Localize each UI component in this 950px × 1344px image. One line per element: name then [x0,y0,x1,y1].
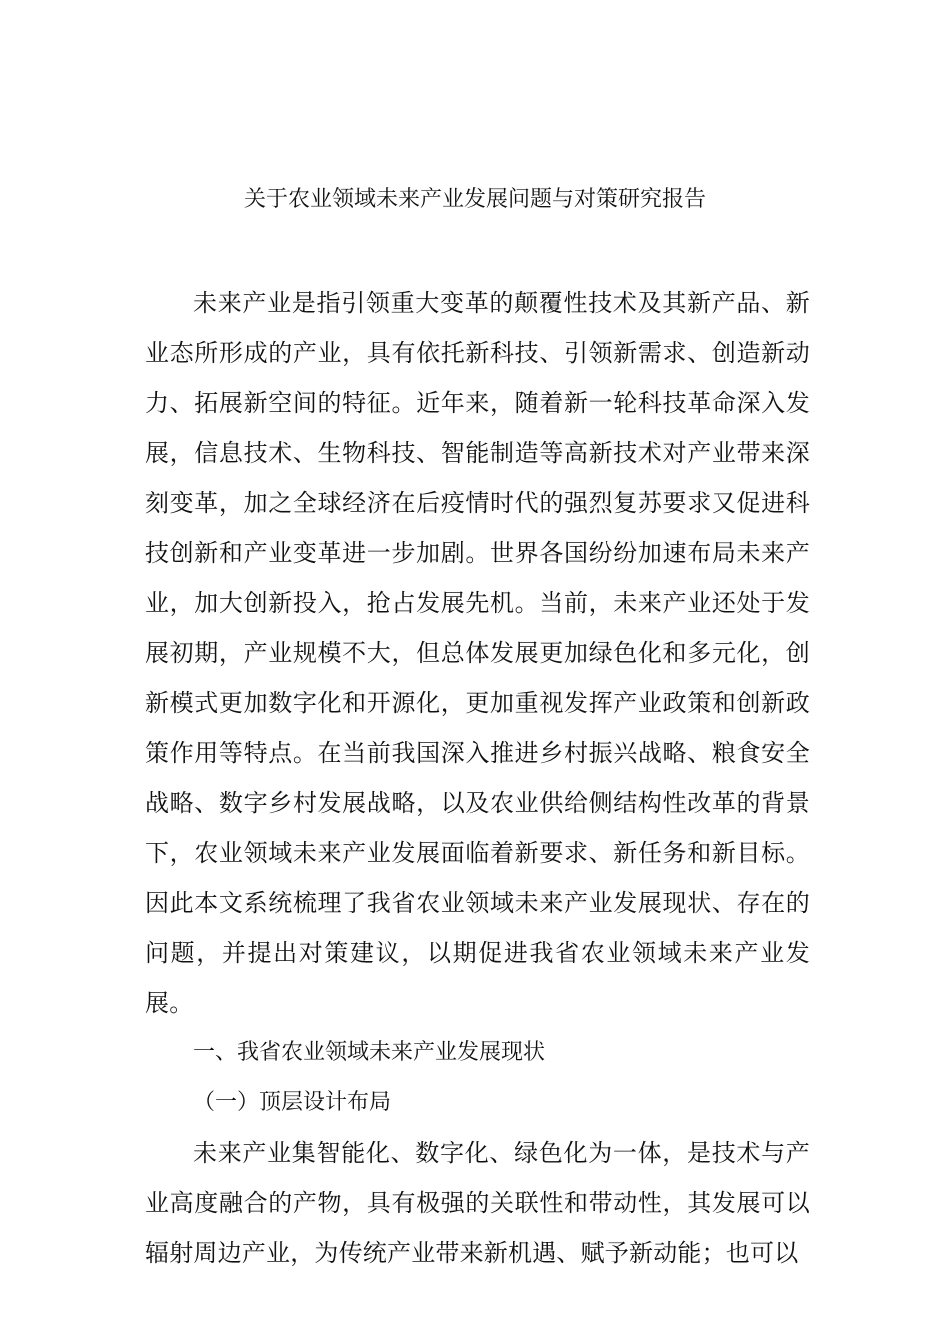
section-heading: 一、我省农业领域未来产业发展现状 [193,1040,546,1065]
document-title: 关于农业领域未来产业发展问题与对策研究报告 [243,187,706,212]
paragraph-intro: 未来产业是指引领重大变革的颠覆性技术及其新产品、新业态所形成的产业，具有依托新科技、引领新需求、创造新动力、拓展新空间的特征。近年来，随着新一轮科技革命深入发展，信息技术、生物科技、智能制造等高新技术对产业带来深刻变革，加之全球经济在后疫情时代的强烈复苏要求又促进科技创新和产业变革进一步加剧。世界各国纷纷加速布局未来产业，加大创新投入，抢占发展先机。当前，未来产业还处于发展初期，产业规模不大，但总体发展更加绿色化和多元化，创新模式更加数字化和开源化，更加重视发挥产业政策和创新政策作用等特点。在当前我国深入推进乡村振兴战略、粮食安全战略、数字乡村发展战略，以及农业供给侧结构性改革的背景下，农业领域未来产业发展面临着新要求、新任务和新目标。因此本文系统梳理了我省农业领域未来产业发展现状、存在的问题，并提出对策建议，以期促进我省农业领域未来产业发展。 [145,289,810,1017]
document-body [145,278,810,1278]
paragraph-top-level-design: 未来产业集智能化、数字化、绿色化为一体，是技术与产业高度融合的产物，具有极强的关联性和带动性，其发展可以辐射周边产业，为传统产业带来新机遇、赋予新动能；也可以 [145,1139,810,1267]
subsection-heading: （一）顶层设计布局 [193,1090,392,1115]
